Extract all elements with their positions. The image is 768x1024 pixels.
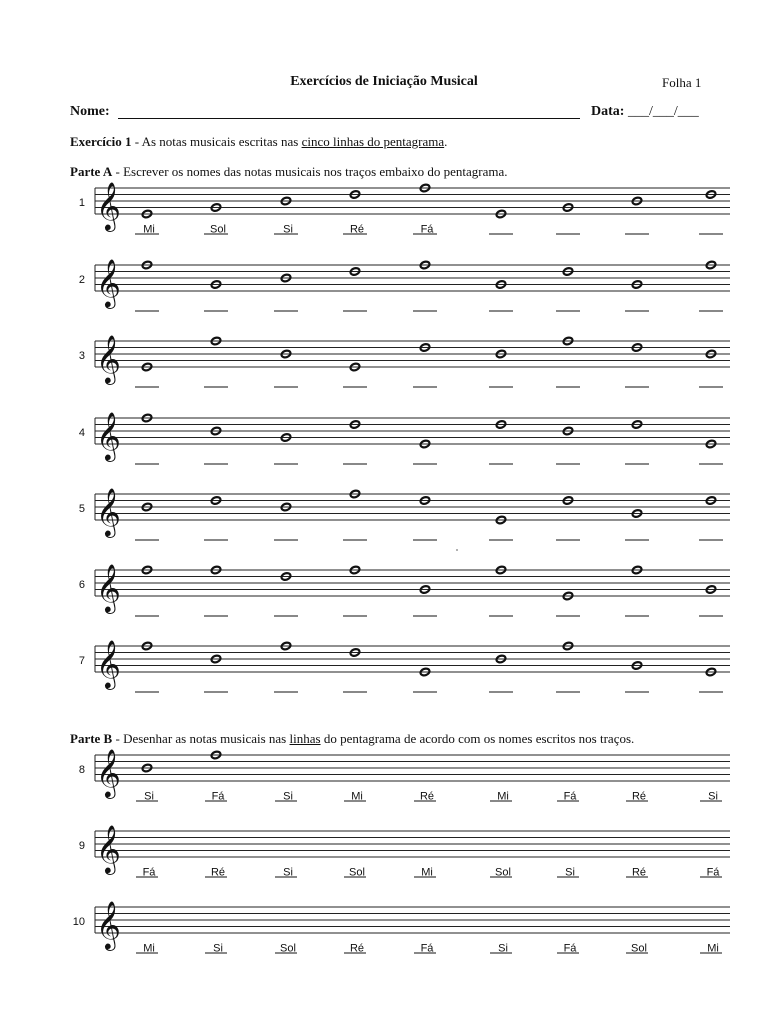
note-name-label: Fá [142, 866, 156, 879]
treble-clef-icon: 𝄞 [96, 639, 121, 688]
part-b-end: do pentagrama de acordo com os nomes escritos nos traços. [320, 731, 635, 746]
treble-clef-icon: 𝄞 [96, 258, 121, 307]
note-name-label: Si [565, 866, 575, 879]
stave-number: 1 [78, 197, 85, 209]
stave-number: 4 [78, 427, 85, 439]
treble-clef-icon: 𝄞 [96, 411, 121, 460]
exercise-1-end: . [444, 134, 448, 149]
date-label: Data: [591, 104, 625, 119]
note-name-label: Si [283, 223, 293, 236]
part-b-underlined: linhas [289, 731, 321, 746]
part-a-label: Parte A [70, 164, 113, 179]
treble-clef-icon: 𝄞 [96, 563, 121, 612]
treble-clef-icon: 𝄞 [96, 181, 121, 230]
treble-clef-icon: 𝄞 [96, 487, 121, 536]
note-name-label: Ré [349, 223, 365, 236]
note-name-label: Ré [419, 790, 435, 803]
stave-number: 5 [78, 503, 85, 515]
note-name-label: Fá [706, 866, 720, 879]
note-name-label: Mi [707, 942, 719, 955]
sheet-number: Folha 1 [662, 75, 702, 90]
name-label: Nome: [70, 104, 110, 119]
note-name-label: Ré [631, 866, 647, 879]
note-name-label: Mi [351, 790, 363, 803]
note-name-label: Ré [210, 866, 226, 879]
note-name-label: Si [708, 790, 718, 803]
exercise-1-label: Exercício 1 [70, 134, 132, 149]
note-name-label: Sol [210, 223, 226, 236]
note-name-label: Si [498, 942, 508, 955]
note-name-label: Sol [349, 866, 365, 879]
stave-number: 10 [72, 916, 85, 928]
note-name-label: Mi [497, 790, 509, 803]
note-name-label: Mi [421, 866, 433, 879]
treble-clef-icon: 𝄞 [96, 334, 121, 383]
note-name-label: Si [283, 790, 293, 803]
note-name-label: Fá [563, 942, 577, 955]
treble-clef-icon: 𝄞 [96, 748, 121, 797]
stave-number: 3 [78, 350, 85, 362]
note-name-label: Si [283, 866, 293, 879]
note-name-label: Sol [280, 942, 296, 955]
note-name-label: Si [213, 942, 223, 955]
stave-number: 8 [78, 764, 85, 776]
note-name-label: Fá [563, 790, 577, 803]
part-b-label: Parte B [70, 731, 113, 746]
treble-clef-icon: 𝄞 [96, 824, 121, 873]
note-name-label: Ré [631, 790, 647, 803]
exercise-1-text: - As notas musicais escritas nas [131, 134, 302, 149]
note-name-label: Fá [211, 790, 225, 803]
part-b-text: - Desenhar as notas musicais nas [112, 731, 290, 746]
treble-clef-icon: 𝄞 [96, 900, 121, 949]
note-name-label: Sol [631, 942, 647, 955]
stave-number: 2 [78, 274, 85, 286]
note-name-label: Sol [495, 866, 511, 879]
part-a-text: - Escrever os nomes das notas musicais nos traços embaixo do pentagrama. [112, 164, 508, 179]
note-name-label: Fá [420, 223, 434, 236]
page-title: Exercícios de Iniciação Musical [290, 74, 478, 89]
note-name-label: Mi [143, 942, 155, 955]
note-name-label: Si [144, 790, 154, 803]
exercise-1-underlined: cinco linhas do pentagrama [301, 134, 445, 149]
stave-number: 6 [78, 579, 85, 591]
note-name-label: Ré [349, 942, 365, 955]
date-blanks[interactable]: ___/___/___ [627, 104, 699, 119]
note-name-label: Mi [143, 223, 155, 236]
stave-number: 9 [78, 840, 85, 852]
stave-number: 7 [78, 655, 85, 667]
note-name-label: Fá [420, 942, 434, 955]
